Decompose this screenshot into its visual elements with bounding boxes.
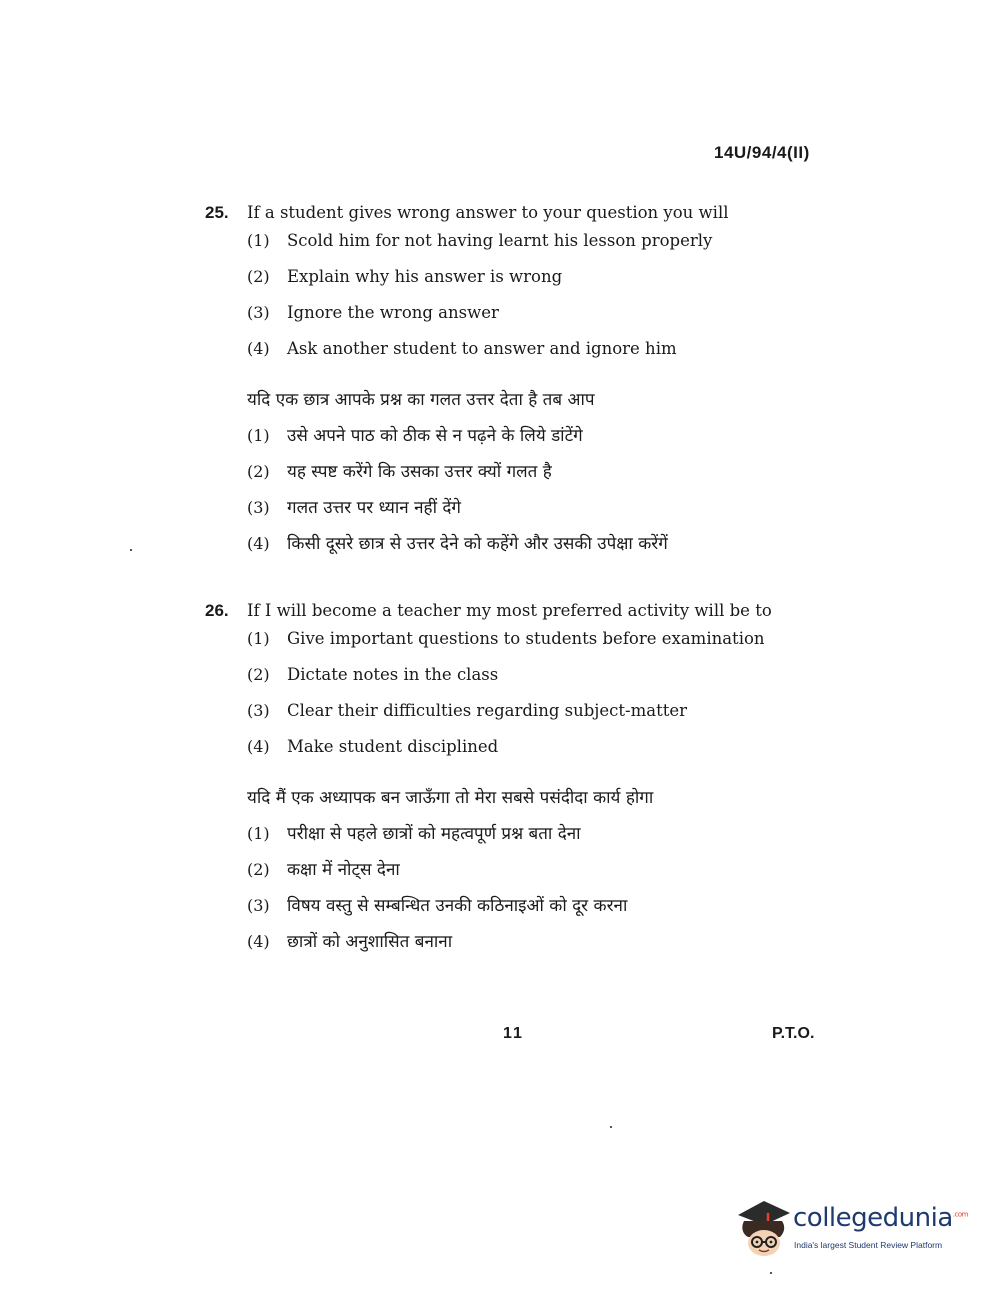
question-stem-hindi: यदि एक छात्र आपके प्रश्न का गलत उत्तर देता है तब आप [247, 390, 595, 410]
logo-wordmark: collegedunia$^{.com}$ [793, 1203, 968, 1233]
option-number: (3) [247, 498, 270, 517]
option-number: (2) [247, 665, 270, 684]
option-text: Ignore the wrong answer [287, 303, 499, 322]
option-number: (4) [247, 534, 270, 553]
option-text: उसे अपने पाठ को ठीक से न पढ़ने के लिये डांटेंगे [287, 426, 583, 446]
english-option [247, 267, 825, 303]
question-stem-hindi: यदि मैं एक अध्यापक बन जाऊँगा तो मेरा सबसे पसंदीदा कार्य होगा [247, 788, 654, 808]
question-text: If I will become a teacher my most preferred activity will be to [247, 601, 772, 620]
english-option [247, 737, 825, 773]
option-text: Explain why his answer is wrong [287, 267, 563, 286]
option-number: (4) [247, 932, 270, 951]
option-number: (3) [247, 701, 270, 720]
option-text: Scold him for not having learnt his lesson properly [287, 231, 713, 250]
hindi-option [247, 821, 825, 857]
scan-speck [130, 549, 132, 551]
option-number: (3) [247, 896, 270, 915]
question-number: 26. [205, 601, 229, 620]
hindi-option [247, 459, 825, 495]
option-number: (1) [247, 629, 270, 648]
scan-speck [770, 1272, 772, 1274]
option-number: (4) [247, 339, 270, 358]
hindi-option [247, 531, 825, 567]
question-number: 25. [205, 203, 229, 222]
option-text: Give important questions to students before examination [287, 629, 765, 648]
english-option [247, 701, 825, 737]
english-option [247, 665, 825, 701]
question-25 [205, 203, 825, 567]
option-number: (2) [247, 860, 270, 879]
hindi-option [247, 857, 825, 893]
option-text: Make student disciplined [287, 737, 499, 756]
collegedunia-logo[interactable] [734, 1193, 968, 1263]
mascot-icon [734, 1193, 794, 1259]
logo-tagline: India's largest Student Review Platform [794, 1240, 943, 1250]
option-number: (1) [247, 231, 270, 250]
option-text: कक्षा में नोट्स देना [287, 860, 400, 880]
question-stem-english [205, 601, 825, 629]
option-text: विषय वस्तु से सम्बन्धित उनकी कठिनाइओं को दूर करना [287, 896, 628, 916]
english-option [247, 231, 825, 267]
option-number: (2) [247, 267, 270, 286]
english-option [247, 339, 825, 375]
hindi-option [247, 423, 825, 459]
question-stem-english [205, 203, 825, 231]
option-number: (3) [247, 303, 270, 322]
option-number: (4) [247, 737, 270, 756]
option-number: (2) [247, 462, 270, 481]
option-number: (1) [247, 824, 270, 843]
option-number: (1) [247, 426, 270, 445]
question-text: If a student gives wrong answer to your question you will [247, 203, 729, 222]
hindi-option [247, 893, 825, 929]
hindi-option [247, 495, 825, 531]
scan-speck [610, 1126, 612, 1128]
option-text: यह स्पष्ट करेंगे कि उसका उत्तर क्यों गलत है [287, 462, 552, 482]
option-text: गलत उत्तर पर ध्यान नहीं देंगे [287, 498, 461, 518]
hindi-option [247, 929, 825, 965]
option-text: किसी दूसरे छात्र से उत्तर देने को कहेंगे और उसकी उपेक्षा करेंगें [287, 534, 668, 554]
option-text: Ask another student to answer and ignore him [287, 339, 677, 358]
option-text: Clear their difficulties regarding subject-matter [287, 701, 688, 720]
page-number: 11 [503, 1025, 524, 1042]
english-option [247, 629, 825, 665]
option-text: Dictate notes in the class [287, 665, 499, 684]
english-option [247, 303, 825, 339]
option-text: परीक्षा से पहले छात्रों को महत्वपूर्ण प्रश्न बता देना [287, 824, 581, 844]
paper-code: 14U/94/4(II) [714, 143, 810, 162]
please-turn-over: P.T.O. [772, 1025, 815, 1042]
option-text: छात्रों को अनुशासित बनाना [287, 932, 453, 952]
question-26 [205, 601, 825, 965]
